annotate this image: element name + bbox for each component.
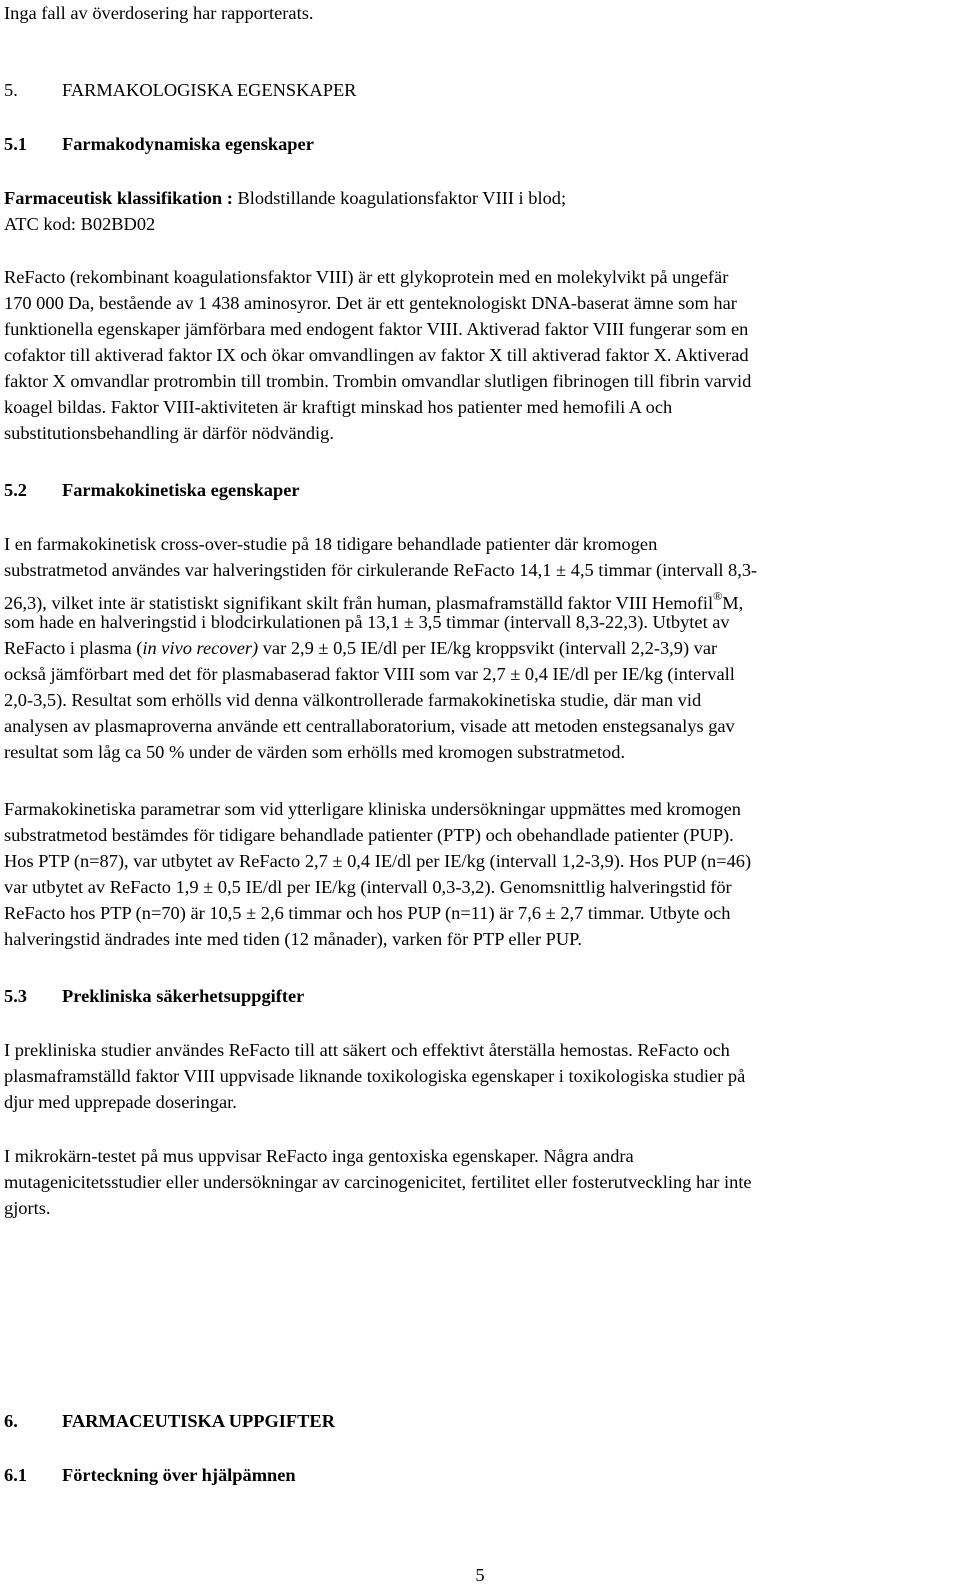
section-5-2-heading: 5.2 Farmakokinetiska egenskaper xyxy=(4,480,300,500)
section-6-heading: 6. FARMACEUTISKA UPPGIFTER xyxy=(4,1411,335,1431)
section-6-1-heading: 6.1 Förteckning över hjälpämnen xyxy=(4,1465,296,1485)
section-5-1-heading: 5.1 Farmakodynamiska egenskaper xyxy=(4,134,314,154)
section-5-3-heading: 5.3 Prekliniska säkerhetsuppgifter xyxy=(4,986,305,1006)
overdose-line: Inga fall av överdosering har rapporterats. xyxy=(4,3,314,23)
page-number: 5 xyxy=(475,1565,485,1585)
atc-code-line: ATC kod: B02BD02 xyxy=(4,214,156,234)
registered-mark: ® xyxy=(713,589,723,603)
classification-line: Farmaceutisk klassifikation : Blodstillande koagulationsfaktor VIII i blod; xyxy=(4,188,567,208)
section-5-heading: 5. FARMAKOLOGISKA EGENSKAPER xyxy=(4,80,357,100)
